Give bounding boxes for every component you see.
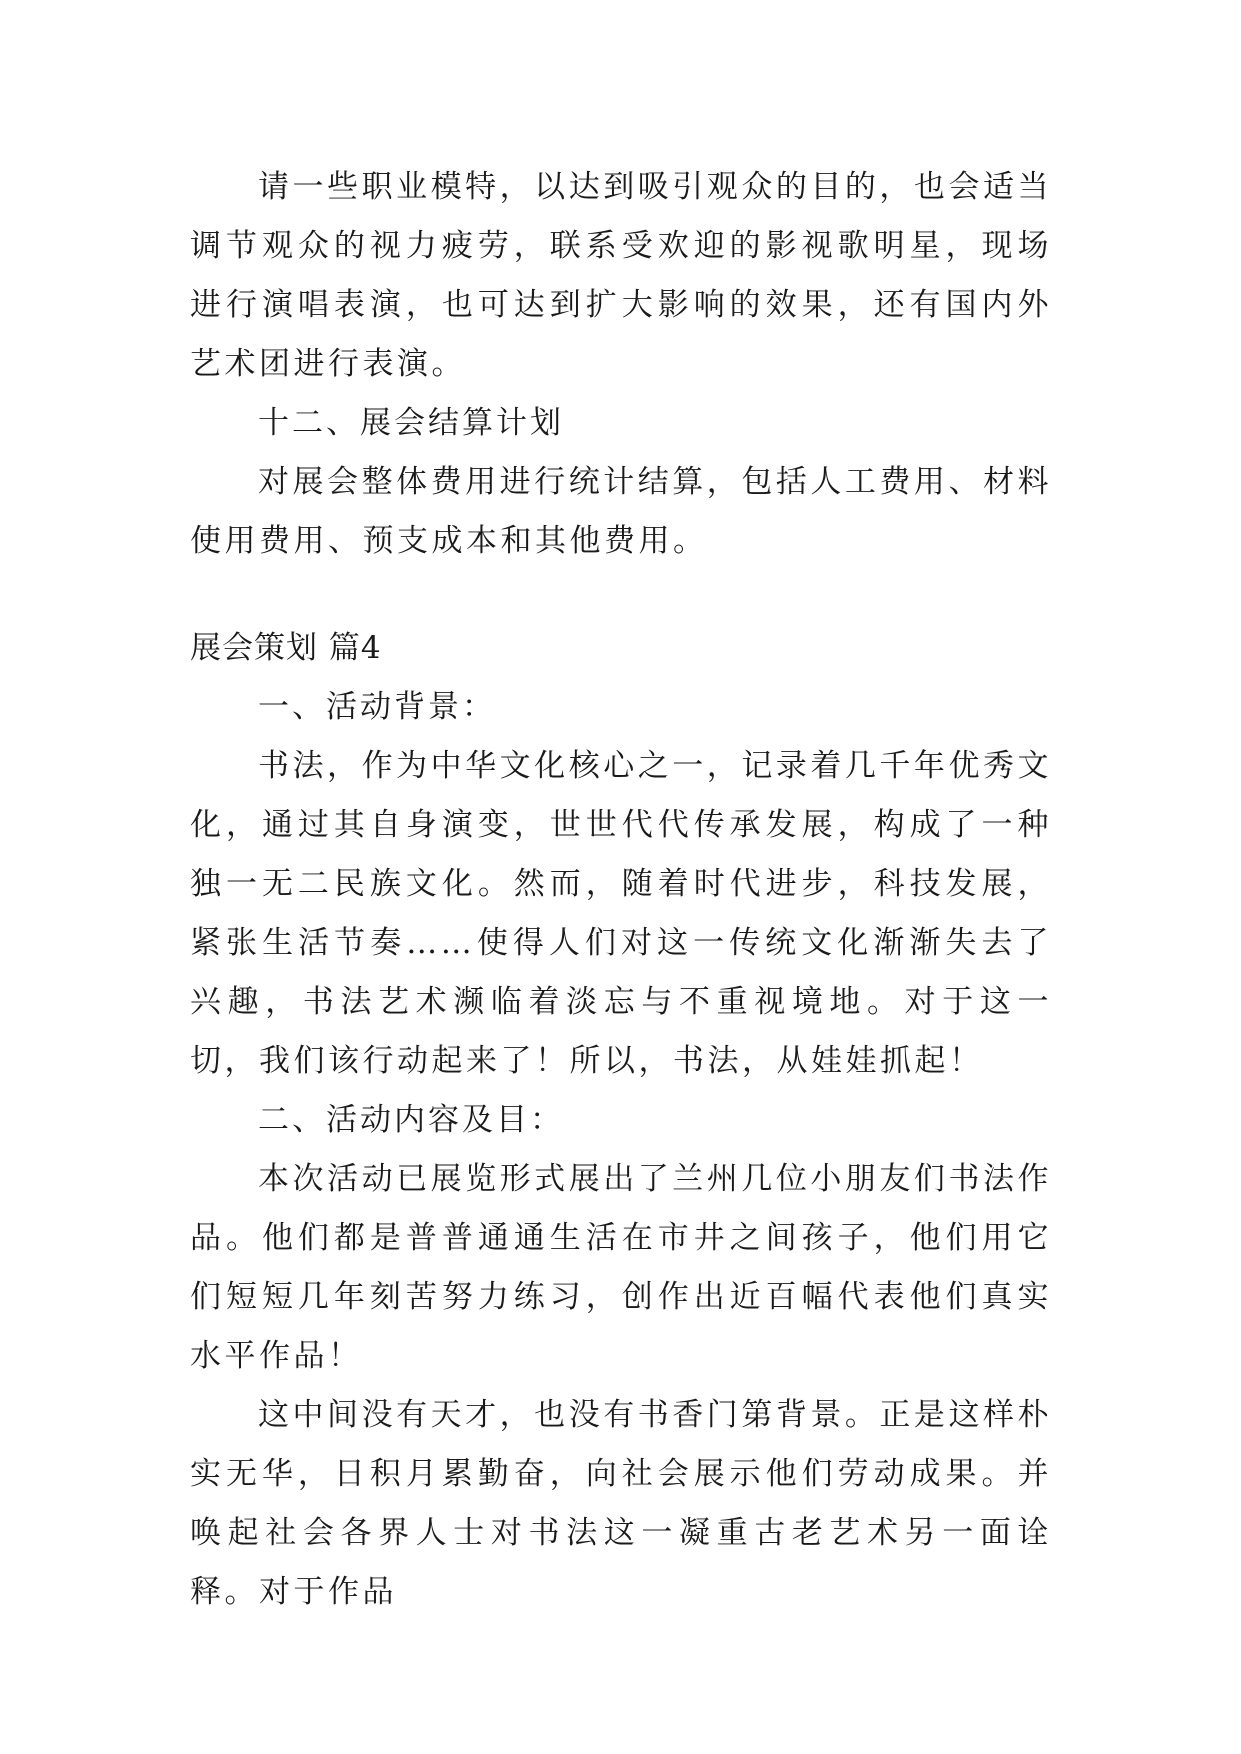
paragraph-performances: 请一些职业模特，以达到吸引观众的目的，也会适当调节观众的视力疲劳，联系受欢迎的影视歌明星，现场进行演唱表演，也可达到扩大影响的效果，还有国内外艺术团进行表演。 [190,169,1052,382]
heading-background: 一、活动背景： [258,689,496,725]
paragraph-no-genius: 这中间没有天才，也没有书香门第背景。正是这样朴实无华，日积月累勤奋，向社会展示他们劳动成果。并唤起社会各界人士对书法这一凝重古老艺术另一面诠释。对于作品 [190,1397,1052,1610]
section-title: 展会策划 篇4 [190,630,382,666]
document-body [190,158,1052,1622]
paragraph-settlement: 对展会整体费用进行统计结算，包括人工费用、材料使用费用、预支成本和其他费用。 [190,464,1052,559]
paragraph-exhibition: 本次活动已展览形式展出了兰州几位小朋友们书法作品。他们都是普普通通生活在市井之间孩子，他们用它们短短几年刻苦努力练习，创作出近百幅代表他们真实水平作品！ [190,1161,1052,1374]
heading-settlement-plan: 十二、展会结算计划 [258,405,564,441]
heading-content-goals: 二、活动内容及目： [258,1102,564,1138]
paragraph-background: 书法，作为中华文化核心之一，记录着几千年优秀文化，通过其自身演变，世世代代传承发展，构成了一种独一无二民族文化。然而，随着时代进步，科技发展，紧张生活节奏……使得人们对这一传统文化渐渐失去了兴趣，书法艺术濒临着淡忘与不重视境地。对于这一切，我们该行动起来了！所以，书法，从娃娃抓起！ [190,748,1052,1079]
